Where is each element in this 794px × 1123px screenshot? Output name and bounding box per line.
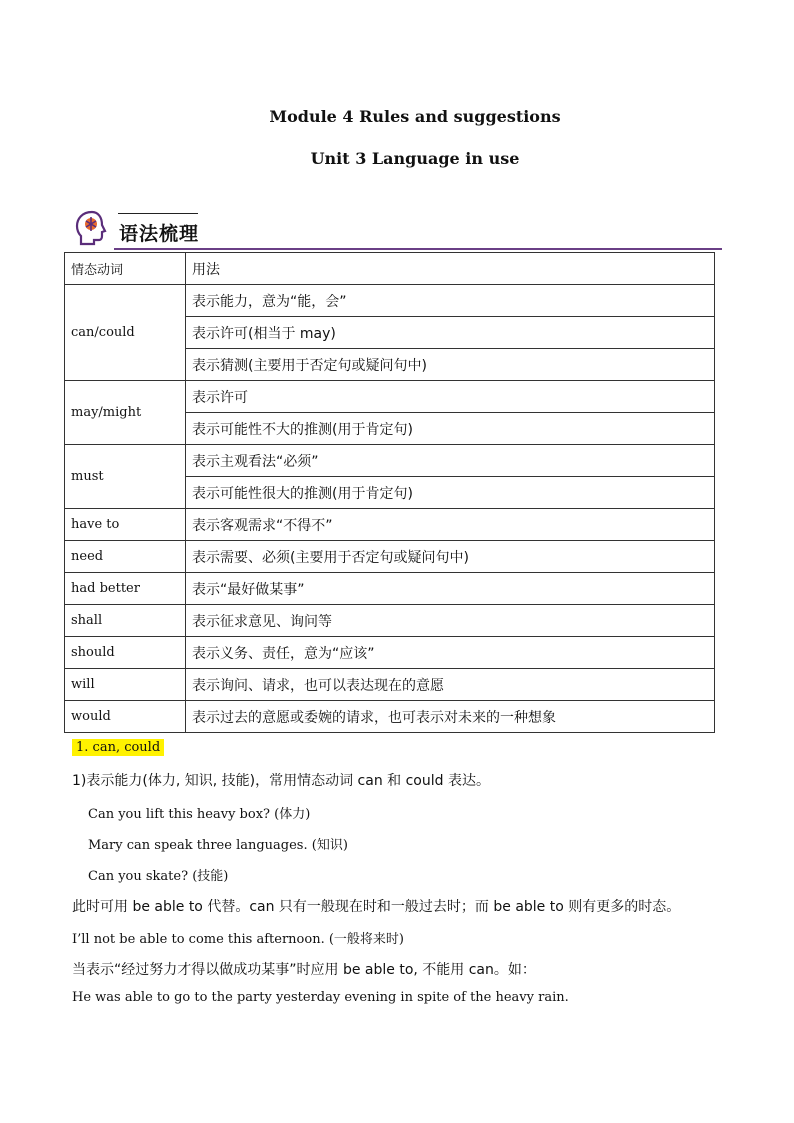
heading-highlight: 1. can, could bbox=[72, 739, 164, 756]
usage-cell: 表示询问、请求，也可以表达现在的意愿 bbox=[186, 669, 715, 701]
example-line: Mary can speak three languages. (知识) bbox=[88, 838, 348, 853]
usage-cell: 表示需要、必须(主要用于否定句或疑问句中) bbox=[186, 541, 715, 573]
example-line: Can you lift this heavy box? (体力) bbox=[88, 807, 311, 822]
unit-title: Unit 3 Language in use bbox=[310, 149, 520, 168]
section-label: 语法梳理 bbox=[119, 223, 200, 245]
usage-cell: 表示义务、责任，意为“应该” bbox=[186, 637, 715, 669]
note-be-able-to: 此时可用 be able to 代替。can 只有一般现在时和一般过去时；而 be able to 则有更多的时态。 bbox=[72, 899, 681, 915]
table-row bbox=[65, 701, 715, 733]
section-header bbox=[70, 208, 724, 252]
table-row bbox=[65, 573, 715, 605]
modal-verb-cell: need bbox=[65, 541, 186, 573]
table-row bbox=[65, 381, 715, 413]
table-row bbox=[65, 509, 715, 541]
usage-cell: 表示“最好做某事” bbox=[186, 573, 715, 605]
table-header-row bbox=[65, 253, 715, 285]
example-line: Can you skate? (技能) bbox=[88, 869, 229, 884]
header-modal-verb: 情态动词 bbox=[65, 253, 186, 285]
usage-cell: 表示征求意见、询问等 bbox=[186, 605, 715, 637]
modal-verb-cell: had better bbox=[65, 573, 186, 605]
table-row bbox=[65, 541, 715, 573]
section-top-line bbox=[118, 213, 198, 214]
point-ability: 1)表示能力(体力, 知识, 技能)，常用情态动词 can 和 could 表达。 bbox=[72, 773, 490, 789]
usage-cell: 表示主观看法“必须” bbox=[186, 445, 715, 477]
usage-cell: 表示客观需求“不得不” bbox=[186, 509, 715, 541]
table-row bbox=[65, 285, 715, 317]
notes-heading bbox=[72, 739, 164, 755]
modal-verb-cell: may/might bbox=[65, 381, 186, 445]
modal-verb-cell: should bbox=[65, 637, 186, 669]
modal-verb-cell: would bbox=[65, 701, 186, 733]
modal-verb-cell: must bbox=[65, 445, 186, 509]
table-row bbox=[65, 605, 715, 637]
header-usage: 用法 bbox=[186, 253, 715, 285]
usage-cell: 表示许可 bbox=[186, 381, 715, 413]
usage-cell: 表示可能性很大的推测(用于肯定句) bbox=[186, 477, 715, 509]
table-row bbox=[65, 669, 715, 701]
usage-cell: 表示能力，意为“能，会” bbox=[186, 285, 715, 317]
example-line: He was able to go to the party yesterday evening in spite of the heavy rain. bbox=[72, 990, 569, 1005]
usage-cell: 表示许可(相当于 may) bbox=[186, 317, 715, 349]
usage-cell: 表示过去的意愿或委婉的请求，也可表示对未来的一种想象 bbox=[186, 701, 715, 733]
table-row bbox=[65, 637, 715, 669]
modal-verb-cell: have to bbox=[65, 509, 186, 541]
modal-verb-cell: can/could bbox=[65, 285, 186, 381]
brain-head-icon bbox=[72, 208, 112, 248]
section-underline bbox=[114, 248, 722, 250]
modal-verb-cell: shall bbox=[65, 605, 186, 637]
usage-cell: 表示猜测(主要用于否定句或疑问句中) bbox=[186, 349, 715, 381]
modal-verb-cell: will bbox=[65, 669, 186, 701]
example-line: I’ll not be able to come this afternoon. (一般将来时) bbox=[72, 932, 404, 947]
note-effort: 当表示“经过努力才得以做成功某事”时应用 be able to, 不能用 can。如： bbox=[72, 962, 536, 978]
module-title: Module 4 Rules and suggestions bbox=[269, 107, 561, 126]
table-row bbox=[65, 445, 715, 477]
grammar-table bbox=[64, 252, 715, 733]
usage-cell: 表示可能性不大的推测(用于肯定句) bbox=[186, 413, 715, 445]
